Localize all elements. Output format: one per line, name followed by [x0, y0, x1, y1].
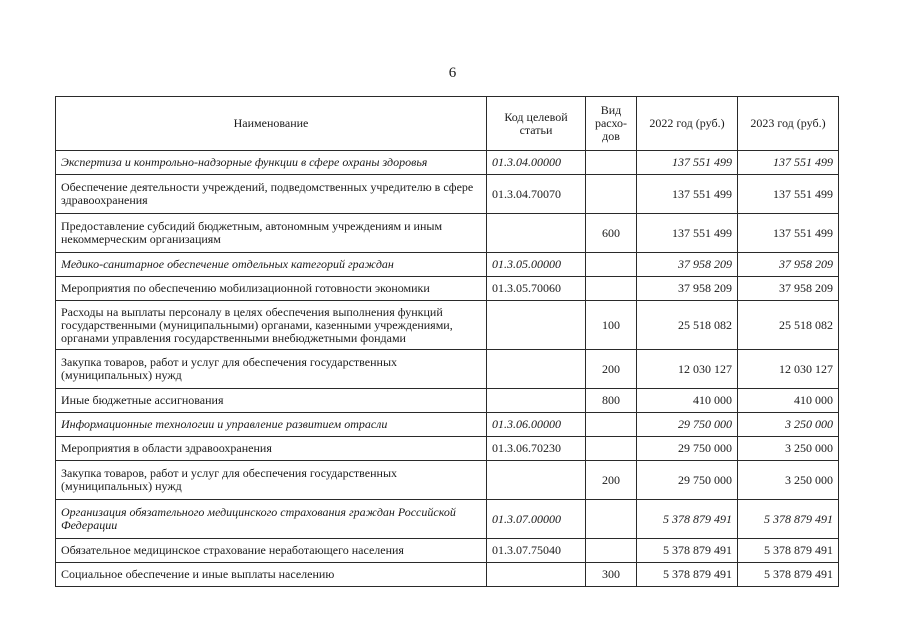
row-2022-cell: 5 378 879 491: [637, 563, 738, 587]
row-name-cell: Информационные технологии и управление развитием отрасли: [56, 413, 487, 437]
table-header-row: [56, 97, 839, 151]
header-2022: 2022 год (руб.): [637, 97, 738, 151]
row-2022-cell: 37 958 209: [637, 253, 738, 277]
row-2023-cell: 137 551 499: [738, 175, 839, 214]
table-body: [56, 151, 839, 587]
row-code-cell: 01.3.06.70230: [487, 437, 586, 461]
row-code-cell: 01.3.05.00000: [487, 253, 586, 277]
table-row: [56, 175, 839, 214]
row-name-cell: Обязательное медицинское страхование неработающего населения: [56, 539, 487, 563]
header-expense-type: Вид расхо-дов: [586, 97, 637, 151]
row-name-cell: Мероприятия в области здравоохранения: [56, 437, 487, 461]
row-code-cell: [487, 301, 586, 350]
table-row: [56, 253, 839, 277]
row-2023-cell: 37 958 209: [738, 253, 839, 277]
row-expense-type-cell: 200: [586, 350, 637, 389]
header-2023: 2023 год (руб.): [738, 97, 839, 151]
row-code-cell: [487, 350, 586, 389]
row-2022-cell: 137 551 499: [637, 214, 738, 253]
table-row: [56, 437, 839, 461]
row-2022-cell: 137 551 499: [637, 151, 738, 175]
row-code-cell: [487, 389, 586, 413]
table-row: [56, 539, 839, 563]
row-2022-cell: 137 551 499: [637, 175, 738, 214]
row-2023-cell: 410 000: [738, 389, 839, 413]
table-row: [56, 461, 839, 500]
row-code-cell: 01.3.07.00000: [487, 500, 586, 539]
row-name-cell: Расходы на выплаты персоналу в целях обеспечения выполнения функций государственными (муниципальными) органами, казенными учреждениями, органами управления государственными внебюджетными фондами: [56, 301, 487, 350]
row-2023-cell: 5 378 879 491: [738, 500, 839, 539]
row-name-cell: Организация обязательного медицинского страхования граждан Российской Федерации: [56, 500, 487, 539]
header-code: Код целевой статьи: [487, 97, 586, 151]
table-row: [56, 500, 839, 539]
row-name-cell: Иные бюджетные ассигнования: [56, 389, 487, 413]
header-name: Наименование: [56, 97, 487, 151]
row-2023-cell: 137 551 499: [738, 151, 839, 175]
budget-table: [55, 96, 839, 587]
table-row: [56, 151, 839, 175]
row-expense-type-cell: 600: [586, 214, 637, 253]
row-2023-cell: 3 250 000: [738, 413, 839, 437]
row-code-cell: 01.3.07.75040: [487, 539, 586, 563]
row-name-cell: Обеспечение деятельности учреждений, подведомственных учредителю в сфере здравоохранения: [56, 175, 487, 214]
row-2022-cell: 25 518 082: [637, 301, 738, 350]
row-name-cell: Медико-санитарное обеспечение отдельных категорий граждан: [56, 253, 487, 277]
row-expense-type-cell: 200: [586, 461, 637, 500]
row-name-cell: Социальное обеспечение и иные выплаты населению: [56, 563, 487, 587]
row-expense-type-cell: 100: [586, 301, 637, 350]
row-name-cell: Предоставление субсидий бюджетным, автономным учреждениям и иным некоммерческим организациям: [56, 214, 487, 253]
row-expense-type-cell: [586, 277, 637, 301]
table-row: [56, 350, 839, 389]
row-2022-cell: 29 750 000: [637, 413, 738, 437]
row-name-cell: Закупка товаров, работ и услуг для обеспечения государственных (муниципальных) нужд: [56, 461, 487, 500]
page-number: 6: [448, 65, 457, 81]
row-expense-type-cell: [586, 500, 637, 539]
row-2023-cell: 12 030 127: [738, 350, 839, 389]
row-2023-cell: 3 250 000: [738, 461, 839, 500]
row-code-cell: 01.3.06.00000: [487, 413, 586, 437]
row-expense-type-cell: [586, 151, 637, 175]
row-2022-cell: 5 378 879 491: [637, 500, 738, 539]
row-code-cell: [487, 461, 586, 500]
row-2023-cell: 5 378 879 491: [738, 539, 839, 563]
table-row: [56, 413, 839, 437]
row-expense-type-cell: [586, 175, 637, 214]
row-2022-cell: 410 000: [637, 389, 738, 413]
row-2022-cell: 5 378 879 491: [637, 539, 738, 563]
row-2023-cell: 137 551 499: [738, 214, 839, 253]
row-code-cell: [487, 214, 586, 253]
row-name-cell: Мероприятия по обеспечению мобилизационной готовности экономики: [56, 277, 487, 301]
row-expense-type-cell: [586, 437, 637, 461]
row-2022-cell: 29 750 000: [637, 461, 738, 500]
row-2022-cell: 12 030 127: [637, 350, 738, 389]
table-row: [56, 389, 839, 413]
row-2023-cell: 3 250 000: [738, 437, 839, 461]
row-code-cell: 01.3.04.00000: [487, 151, 586, 175]
table-row: [56, 277, 839, 301]
row-expense-type-cell: 800: [586, 389, 637, 413]
table-row: [56, 563, 839, 587]
row-2023-cell: 5 378 879 491: [738, 563, 839, 587]
row-2022-cell: 37 958 209: [637, 277, 738, 301]
row-code-cell: 01.3.04.70070: [487, 175, 586, 214]
row-expense-type-cell: [586, 413, 637, 437]
row-expense-type-cell: [586, 539, 637, 563]
table-row: [56, 214, 839, 253]
row-2023-cell: 37 958 209: [738, 277, 839, 301]
row-name-cell: Экспертиза и контрольно-надзорные функции в сфере охраны здоровья: [56, 151, 487, 175]
table-row: [56, 301, 839, 350]
row-name-cell: Закупка товаров, работ и услуг для обеспечения государственных (муниципальных) нужд: [56, 350, 487, 389]
row-code-cell: [487, 563, 586, 587]
row-2022-cell: 29 750 000: [637, 437, 738, 461]
row-expense-type-cell: 300: [586, 563, 637, 587]
row-code-cell: 01.3.05.70060: [487, 277, 586, 301]
row-expense-type-cell: [586, 253, 637, 277]
row-2023-cell: 25 518 082: [738, 301, 839, 350]
